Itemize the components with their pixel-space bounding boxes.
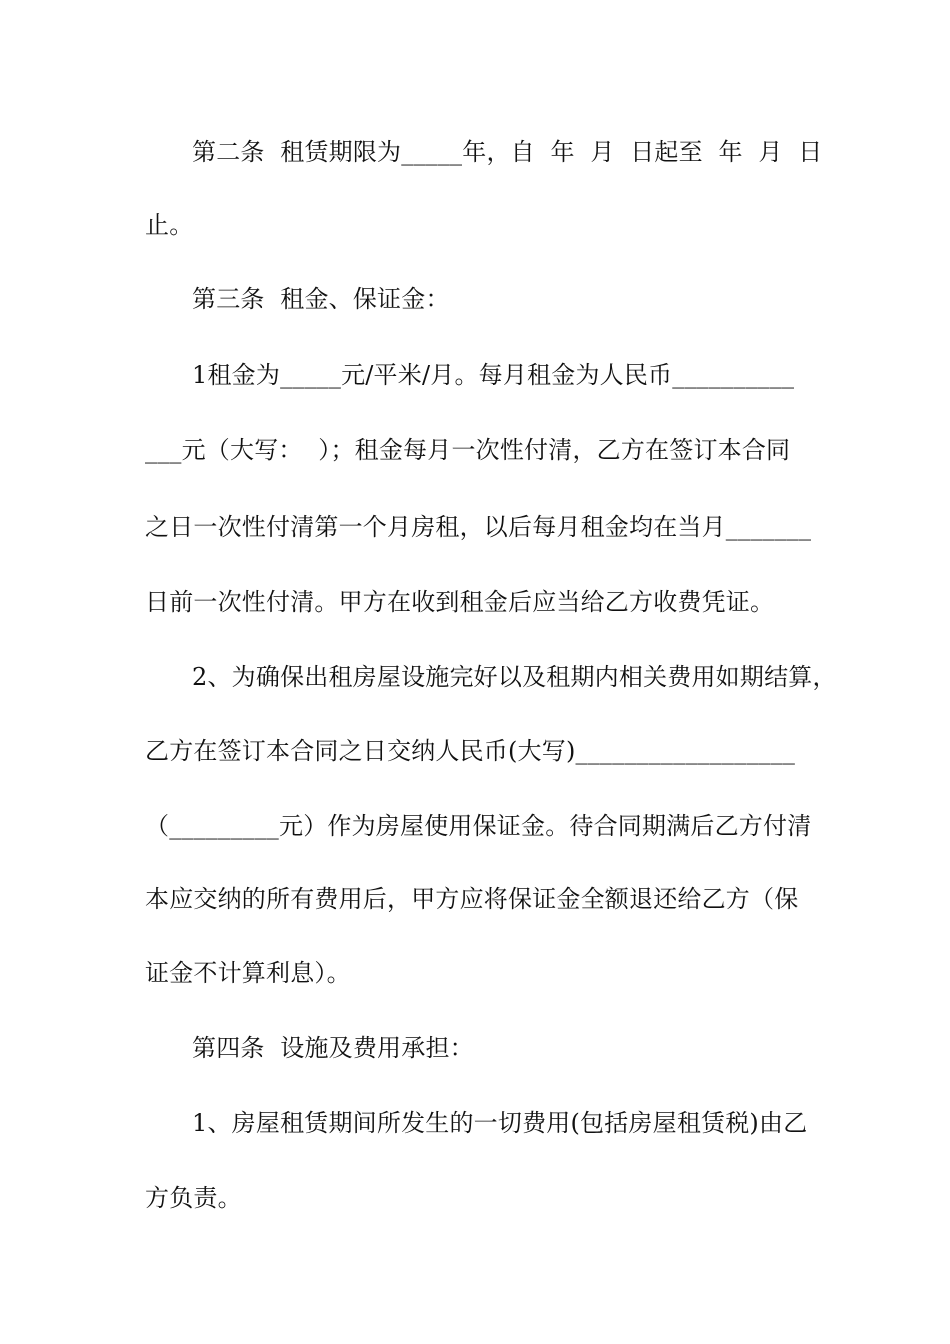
deposit-clause-line-3: （_________元）作为房屋使用保证金。待合同期满后乙方付清 [145, 812, 812, 840]
rent-clause-line-2: ___元（大写： ）；租金每月一次性付清，乙方在签订本合同 [145, 436, 791, 464]
rent-clause-line-4: 日前一次性付清。甲方在收到租金后应当给乙方收费凭证。 [145, 588, 775, 616]
expense-clause-line-2: 方负责。 [145, 1184, 242, 1212]
deposit-clause-line-5: 证金不计算利息）。 [145, 959, 351, 987]
article-4-heading: 第四条 设施及费用承担： [192, 1034, 474, 1062]
article-2-lease-term-end: 止。 [145, 211, 194, 239]
rent-clause-line-3: 之日一次性付清第一个月房租，以后每月租金均在当月_______ [145, 513, 812, 541]
deposit-clause-line-4: 本应交纳的所有费用后，甲方应将保证金全额退还给乙方（保 [145, 885, 799, 913]
rent-clause-line-1: 1租金为_____元/平米/月。每月租金为人民币__________ [192, 361, 795, 389]
expense-clause-line-1: 1、房屋租赁期间所发生的一切费用(包括房屋租赁税)由乙 [192, 1109, 808, 1137]
article-2-lease-term: 第二条 租赁期限为_____年，自 年 月 日起至 年 月 日 [192, 138, 823, 166]
deposit-clause-line-2: 乙方在签订本合同之日交纳人民币(大写)__________________ [145, 737, 796, 765]
article-3-heading: 第三条 租金、保证金： [192, 285, 450, 313]
deposit-clause-line-1: 2、为确保出租房屋设施完好以及租期内相关费用如期结算， [192, 663, 837, 691]
